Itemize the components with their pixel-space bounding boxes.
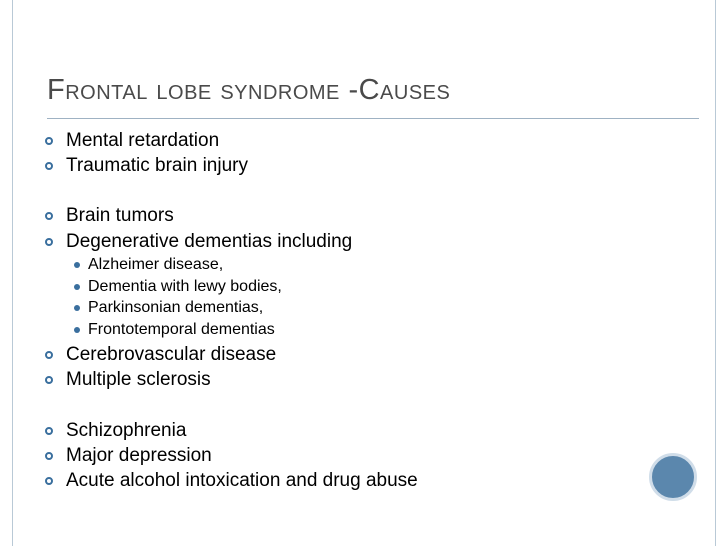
sub-list-item-text: Dementia with lewy bodies, (88, 278, 282, 295)
list-item (45, 369, 211, 391)
sub-list-item (74, 254, 223, 276)
list-item-text: Multiple sclerosis (66, 369, 211, 390)
list-item (45, 445, 212, 467)
bullet-ring-icon (45, 376, 53, 384)
bullet-dot-icon (74, 284, 80, 290)
bullet-ring-icon (45, 238, 53, 246)
sub-list-item-text: Alzheimer disease, (88, 256, 224, 273)
decorative-circle (649, 453, 697, 501)
sub-list-item (74, 297, 263, 319)
slide-title: Frontal lobe syndrome -Causes (47, 74, 451, 106)
list-item (45, 205, 174, 227)
list-item (45, 130, 219, 152)
sub-list-item (74, 319, 275, 341)
bullet-dot-icon (74, 262, 80, 268)
list-item (45, 155, 248, 177)
list-item (45, 231, 352, 253)
sub-list-item (74, 276, 282, 298)
list-item-text: Traumatic brain injury (66, 155, 248, 176)
bullet-dot-icon (74, 305, 80, 311)
list-item-text: Schizophrenia (66, 420, 187, 441)
sub-list-item-text: Frontotemporal dementias (88, 321, 275, 338)
bullet-ring-icon (45, 137, 53, 145)
list-item (45, 470, 418, 492)
list-item-text: Major depression (66, 445, 212, 466)
list-item-text: Degenerative dementias including (66, 231, 353, 252)
bullet-ring-icon (45, 351, 53, 359)
bullet-dot-icon (74, 327, 80, 333)
list-item (45, 420, 186, 442)
title-underline (47, 118, 699, 119)
bullet-ring-icon (45, 212, 53, 220)
bullet-ring-icon (45, 427, 53, 435)
list-item (45, 344, 276, 366)
list-item-text: Brain tumors (66, 205, 174, 226)
list-item-text: Cerebrovascular disease (66, 344, 277, 365)
bullet-ring-icon (45, 477, 53, 485)
list-item-text: Acute alcohol intoxication and drug abuse (66, 470, 418, 491)
bullet-ring-icon (45, 162, 53, 170)
sub-list-item-text: Parkinsonian dementias, (88, 299, 264, 316)
list-item-text: Mental retardation (66, 130, 220, 151)
bullet-ring-icon (45, 452, 53, 460)
